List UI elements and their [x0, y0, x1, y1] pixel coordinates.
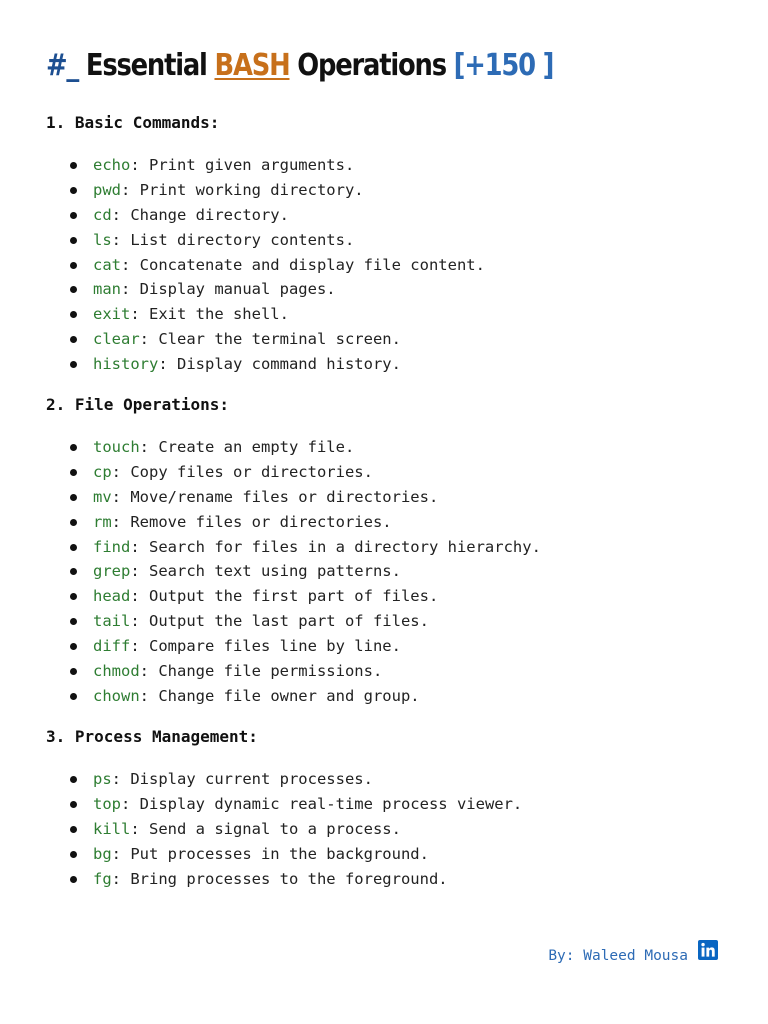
- bullet-icon: [70, 237, 77, 244]
- list-item: [46, 817, 746, 842]
- bullet-icon: [70, 444, 77, 451]
- section-file-operations: [46, 395, 746, 709]
- command-name: head: [93, 587, 131, 606]
- command-description: : Print given arguments.: [130, 156, 355, 174]
- section-heading: 3. Process Management:: [46, 727, 258, 746]
- bullet-icon: [70, 494, 77, 501]
- command-name: ps: [93, 770, 112, 788]
- list-item: [46, 253, 746, 278]
- title-word-essential: Essential: [85, 48, 207, 83]
- page-title: [46, 46, 553, 86]
- bullet-icon: [70, 826, 77, 833]
- list-item: [46, 327, 746, 352]
- bullet-icon: [70, 262, 77, 269]
- list-item: [46, 559, 746, 584]
- command-name: fg: [93, 869, 112, 888]
- bullet-icon: [70, 187, 77, 194]
- command-name: find: [93, 537, 131, 556]
- command-description: : Remove files or directories.: [111, 512, 392, 531]
- list-item: [46, 659, 746, 684]
- bullet-icon: [70, 801, 77, 808]
- command-description: : Display current processes.: [111, 770, 373, 788]
- command-name: cp: [93, 462, 112, 481]
- bullet-icon: [70, 568, 77, 575]
- command-description: : Search text using patterns.: [130, 562, 401, 581]
- bullet-icon: [70, 311, 77, 318]
- list-item: [46, 535, 746, 560]
- command-description: : Bring processes to the foreground.: [111, 869, 448, 888]
- command-list: [46, 435, 746, 709]
- section-heading: 1. Basic Commands:: [46, 113, 220, 132]
- command-list: [46, 153, 746, 377]
- list-item: [46, 277, 746, 302]
- list-item: [46, 178, 746, 203]
- bullet-icon: [70, 361, 77, 368]
- command-name: kill: [93, 819, 131, 838]
- list-item: [46, 302, 746, 327]
- list-item: [46, 228, 746, 253]
- list-item: [46, 767, 746, 792]
- command-description: : Output the last part of files.: [130, 612, 429, 631]
- list-item: [46, 460, 746, 485]
- command-name: mv: [93, 487, 112, 506]
- list-item: [46, 435, 746, 460]
- list-item: [46, 203, 746, 228]
- command-description: : Clear the terminal screen.: [139, 330, 401, 349]
- command-description: : Change file permissions.: [139, 662, 383, 681]
- command-description: : Change directory.: [111, 205, 289, 224]
- command-description: : Put processes in the background.: [111, 844, 429, 863]
- bullet-icon: [70, 876, 77, 883]
- command-description: : Display manual pages.: [121, 280, 336, 299]
- list-item: [46, 684, 746, 709]
- bullet-icon: [70, 519, 77, 526]
- bullet-icon: [70, 336, 77, 343]
- bullet-icon: [70, 286, 77, 293]
- author-credit: By: Waleed Mousa: [548, 948, 688, 964]
- command-description: : Copy files or directories.: [111, 462, 373, 481]
- command-description: : Display dynamic real-time process viewer.: [121, 794, 523, 813]
- linkedin-icon[interactable]: [698, 940, 718, 960]
- bullet-icon: [70, 776, 77, 783]
- list-item: [46, 842, 746, 867]
- list-item: [46, 510, 746, 535]
- command-name: grep: [93, 562, 131, 581]
- command-name: cd: [93, 205, 112, 224]
- title-count: [+150 ]: [453, 48, 554, 83]
- command-description: : Output the first part of files.: [130, 587, 439, 606]
- command-description: : Display command history.: [158, 355, 401, 374]
- command-name: tail: [93, 612, 131, 631]
- title-word-bash: BASH: [214, 48, 290, 83]
- command-name: cat: [93, 255, 121, 274]
- bullet-icon: [70, 212, 77, 219]
- bullet-icon: [70, 618, 77, 625]
- list-item: [46, 634, 746, 659]
- title-word-operations: Operations: [297, 48, 446, 83]
- command-name: clear: [93, 330, 140, 349]
- command-name: chmod: [93, 662, 140, 681]
- list-item: [46, 584, 746, 609]
- command-name: history: [93, 355, 159, 374]
- command-name: bg: [93, 844, 112, 863]
- title-prefix: #_: [46, 48, 79, 83]
- footer: [548, 936, 718, 964]
- bullet-icon: [70, 469, 77, 476]
- command-description: : Move/rename files or directories.: [111, 487, 439, 506]
- bullet-icon: [70, 544, 77, 551]
- bullet-icon: [70, 693, 77, 700]
- command-description: : Send a signal to a process.: [130, 819, 401, 838]
- bullet-icon: [70, 162, 77, 169]
- bullet-icon: [70, 668, 77, 675]
- command-name: pwd: [93, 180, 121, 199]
- command-name: echo: [93, 156, 131, 174]
- section-process-management: [46, 727, 746, 891]
- list-item: [46, 792, 746, 817]
- command-description: : Exit the shell.: [130, 305, 289, 324]
- list-item: [46, 609, 746, 634]
- list-item: [46, 352, 746, 377]
- command-name: top: [93, 794, 121, 813]
- bullet-icon: [70, 593, 77, 600]
- section-heading: 2. File Operations:: [46, 395, 230, 414]
- list-item: [46, 867, 746, 892]
- command-description: : Compare files line by line.: [130, 637, 401, 656]
- command-description: : Create an empty file.: [139, 438, 355, 456]
- command-name: chown: [93, 686, 140, 705]
- list-item: [46, 153, 746, 178]
- command-description: : Concatenate and display file content.: [121, 255, 485, 274]
- list-item: [46, 485, 746, 510]
- command-name: man: [93, 280, 121, 299]
- command-name: touch: [93, 438, 140, 456]
- section-basic-commands: [46, 113, 746, 377]
- bullet-icon: [70, 851, 77, 858]
- command-description: : Change file owner and group.: [139, 686, 420, 705]
- command-description: : List directory contents.: [111, 230, 355, 249]
- bullet-icon: [70, 643, 77, 650]
- command-name: ls: [93, 230, 112, 249]
- command-name: rm: [93, 512, 112, 531]
- command-list: [46, 767, 746, 891]
- command-name: diff: [93, 637, 131, 656]
- command-name: exit: [93, 305, 131, 324]
- command-description: : Print working directory.: [121, 180, 364, 199]
- command-description: : Search for files in a directory hierarchy.: [130, 537, 541, 556]
